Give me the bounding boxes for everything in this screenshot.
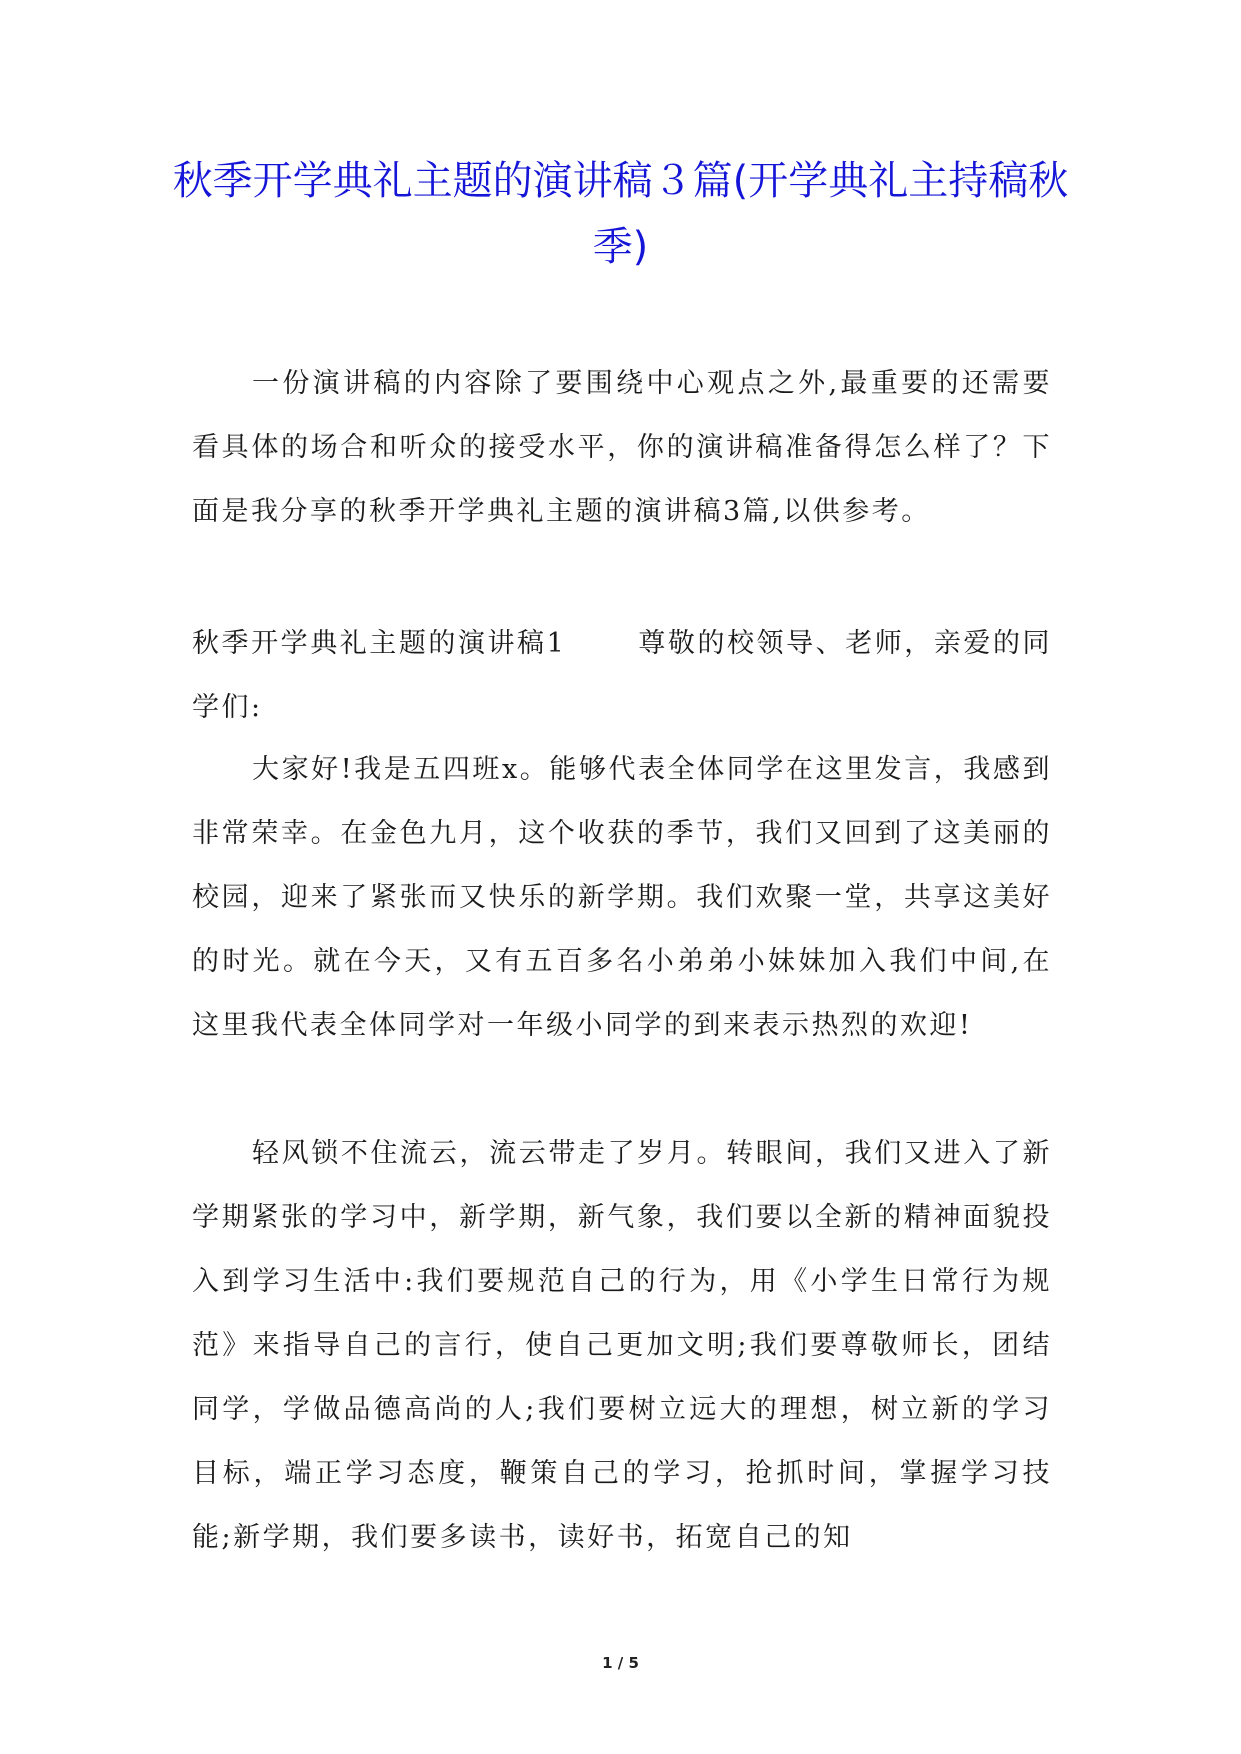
hello-paragraph: 大家好!我是五四班x。能够代表全体同学在这里发言，我感到非常荣幸。在金色九月，这个收获的季节，我们又回到了这美丽的校园，迎来了紧张而又快乐的新学期。我们欢聚一堂，共享这美好的时光。就在今天，又有五百多名小弟弟小妹妹加入我们中间,在这里我代表全体同学对一年级小同学的到来表示热烈的欢迎! [192, 754, 1052, 1041]
wind-paragraph: 轻风锁不住流云，流云带走了岁月。转眼间，我们又进入了新学期紧张的学习中，新学期，新气象，我们要以全新的精神面貌投入到学习生活中:我们要规范自己的行为，用《小学生日常行为规范》来指导自己的言行，使自己更加文明;我们要尊敬师长，团结同学，学做品德高尚的人;我们要树立远大的理想，树立新的学习目标，端正学习态度，鞭策自己的学习，抢抓时间，掌握学习技能;新学期，我们要多读书，读好书，拓宽自己的知 [192, 1138, 1052, 1553]
page-number: 1 / 5 [602, 1654, 639, 1672]
greeting-text: 尊敬的校领导、老师，亲爱的同学们: [192, 628, 1053, 723]
section-heading-paragraph [192, 612, 1052, 740]
intro-paragraph: 一份演讲稿的内容除了要围绕中心观点之外,最重要的还需要看具体的场合和听众的接受水平，你的演讲稿准备得怎么样了？下面是我分享的秋季开学典礼主题的演讲稿3篇,以供参考。 [192, 368, 1052, 527]
document-title: 秋季开学典礼主题的演讲稿３篇(开学典礼主持稿秋季) [172, 158, 1069, 270]
section-heading: 秋季开学典礼主题的演讲稿1 [192, 628, 567, 659]
